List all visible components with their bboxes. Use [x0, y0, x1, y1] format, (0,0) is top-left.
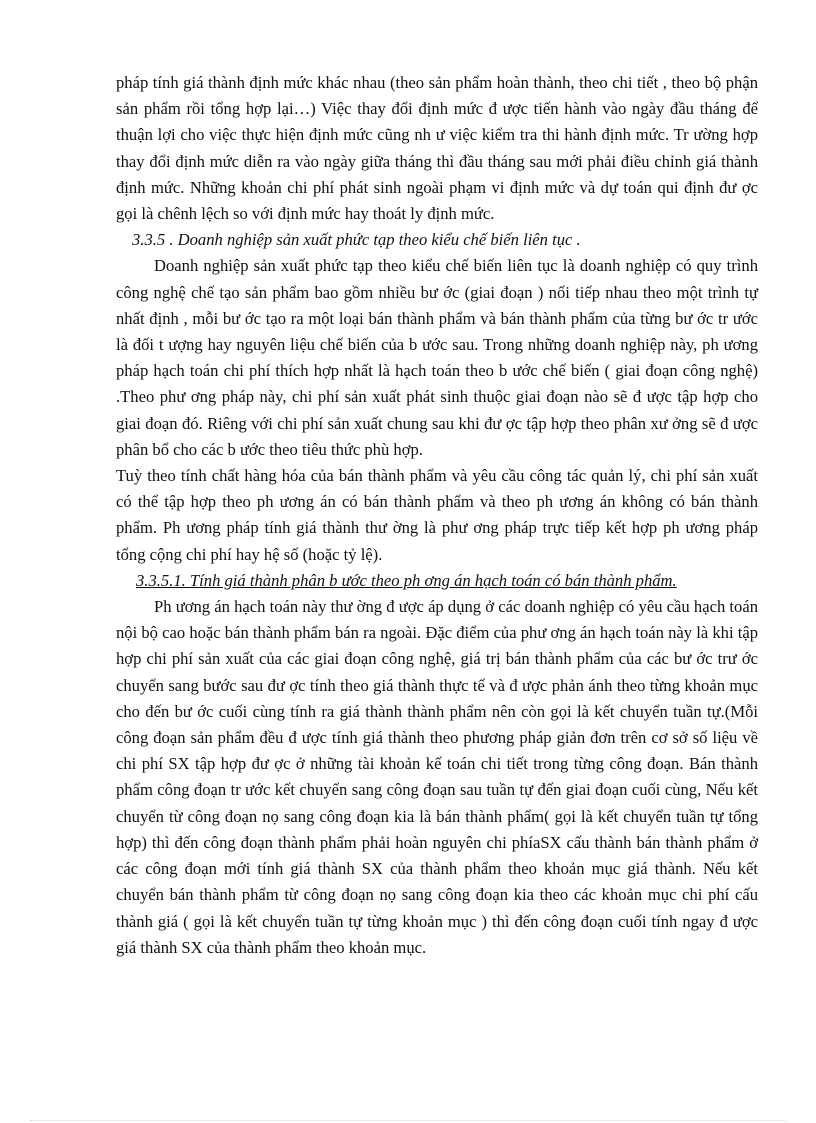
paragraph-cost-methods: Tuỳ theo tính chất hàng hóa của bán thành phẩm và yêu cầu công tác quản lý, chi phí sản xuất có thể tập hợp theo ph ương án có bán thành phẩm và theo ph ương án không có bán thành phẩm. Ph ương pháp tính giá thành thư ờng là phư ơng pháp trực tiếp kết hợp ph ương pháp tổng cộng chi phí hay hệ số (hoặc tỷ lệ).	[116, 466, 758, 564]
page-bottom-divider	[30, 1120, 786, 1121]
paragraph-continuous-processing: Doanh nghiệp sản xuất phức tạp theo kiểu chế biến liên tục là doanh nghiệp có quy trình công nghệ chế tạo sản phẩm bao gồm nhiều bư ớc (giai đoạn ) nối tiếp nhau theo một trình tự nhất định , mỗi bư ớc tạo ra một loại bán thành phẩm và bán thành phẩm của từng bư ớc tr ước là đối t ượng hay nguyên liệu chế biến của b ước sau. Trong những doanh nghiệp này, ph ương pháp hạch toán chi phí thích hợp nhất là hạch toán theo b ước chế biến ( giai đoạn công nghệ) .Theo phư ơng pháp này, chi phí sản xuất phát sinh thuộc giai đoạn nào sẽ đ ược tập hợp cho giai đoạn đó. Riêng với chi phí sản xuất chung sau khi đư ợc tập hợp theo phân xư ởng sẽ đ ược phân bổ cho các b ước theo tiêu thức phù hợp.	[116, 256, 758, 459]
section-heading-3-3-5: 3.3.5 . Doanh nghiệp sản xuất phức tạp theo kiểu chế biến liên tục .	[132, 230, 581, 250]
section-heading-3-3-5-1: 3.3.5.1. Tính giá thành phân b ước theo ph ơng án hạch toán có bán thành phẩm.	[136, 570, 677, 590]
paragraph-semi-finished-method: Ph ương án hạch toán này thư ờng đ ược áp dụng ở các doanh nghiệp có yêu cầu hạch toán nội bộ cao hoặc bán thành phẩm bán ra ngoài. Đặc điểm của phư ơng án hạch toán này là khi tập hợp chi phí sản xuất của các giai đoạn công nghệ, giá trị bán thành phẩm của các bư ớc trư ớc chuyển sang bước sau đư ợc tính theo giá thành thực tế và đ ược phản ánh theo từng khoản mục cho đến bư ớc cuối cùng tính ra giá thành thành phẩm nên còn gọi là kết chuyển tuần tự.(Mỗi công đoạn sản phẩm đều đ ược tính giá thành theo phương pháp giản đơn trên cơ sở số liệu về chi phí SX tập hợp đư ợc ở những tài khoản kế toán chi tiết trong từng công đoạn. Bán thành phẩm công đoạn tr ước kết chuyển sang công đoạn sau tuần tự đến giai đoạn cuối cùng, Nếu kết chuyển từ công đoạn nọ sang công đoạn kia là bán thành phẩm( gọi là kết chuyển tuần tự tổng hợp) thì đến công đoạn thành phẩm phải hoàn nguyên chi phíaSX cấu thành bán thành phẩm ở các công đoạn mới tính giá thành SX của thành phẩm theo khoản mục giá thành. Nếu kết chuyển bán thành phẩm từ công đoạn nọ sang công đoạn kia theo các khoản mục chi phí cấu thành giá ( gọi là kết chuyển tuần tự từng khoản mục ) thì đến công đoạn cuối tính ngay đ ược giá thành SX của thành phẩm theo khoản mục.	[116, 597, 758, 957]
document-page	[116, 70, 758, 961]
paragraph-standard-costing: pháp tính giá thành định mức khác nhau (theo sản phẩm hoàn thành, theo chi tiết , theo bộ phận sản phẩm rồi tổng hợp lại…) Việc thay đổi định mức đ ược tiến hành vào ngày đầu tháng để thuận lợi cho việc thực hiện định mức cũng nh ư việc kiểm tra thi hành định mức. Tr ường hợp thay đổi định mức diễn ra vào ngày giữa tháng thì đầu tháng sau mới phải điều chỉnh giá thành định mức. Những khoản chi phí phát sinh ngoài phạm vi định mức và dự toán qui định đư ợc gọi là chênh lệch so với định mức hay thoát ly định mức.	[116, 73, 758, 224]
